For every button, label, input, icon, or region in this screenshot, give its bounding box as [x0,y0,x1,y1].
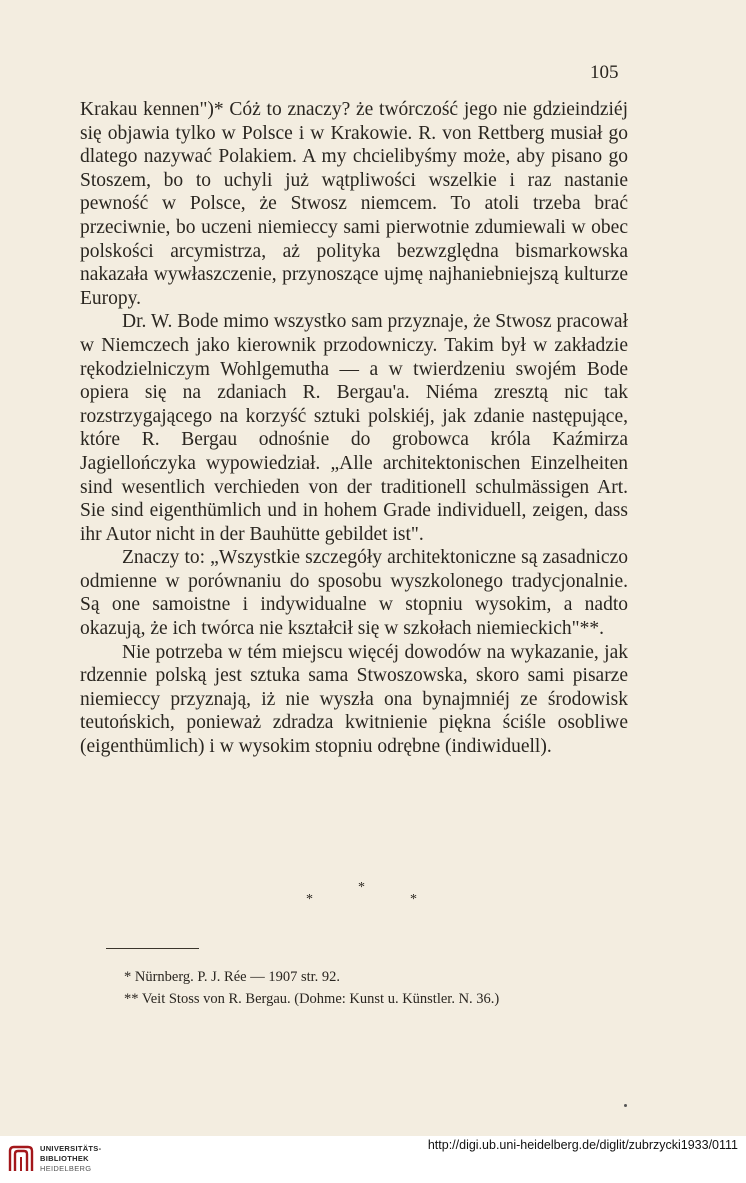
paragraph-2: Dr. W. Bode mimo wszystko sam przyznaje, że Stwosz pracował w Niemczech jako kierownik przodowniczy. Takim był w zakładzie rękodzielniczym Wohlgemutha — a w twierdzeniu swojém Bode opiera się na zdaniach R. Bergau'a. Niéma zresztą nic tak rozstrzygającego na korzyść sztuki polskiéj, jak zdanie następujące, które R. Bergau odnośnie do grobowca króla Kaźmirza Jagiellończyka wypowiedział. „Alle architektonischen Einzelheiten sind wesentlich verchieden von der traditionell schulmässigen Art. Sie sind eigenthümlich und in hohem Grade individuell, zeigen, dass ihr Autor nicht in der Bauhütte gebildet ist". [80,311,628,545]
logo-line-1: UNIVERSITÄTS- [40,1144,102,1153]
university-library-logo-text [40,1144,101,1174]
paragraph-3: Znaczy to: „Wszystkie szczegóły architektoniczne są zasadniczo odmienne w porównaniu do sposobu wyszkolonego tradycjonalnie. Są one samoistne i indywidualne w stopniu wysokim, a nadto okazują, że ich twórca nie kształcił się w szkołach niemieckich"**. [80,547,628,640]
permalink-url[interactable]: http://digi.ub.uni-heidelberg.de/diglit/zubrzycki1933/0111 [427,1138,738,1152]
separator-asterisk-left: * [306,892,313,907]
section-separator [296,880,436,910]
footnote-1: * Nürnberg. P. J. Rée — 1907 str. 92. [124,969,341,985]
page-number: 105 [590,62,619,83]
footnote-2: ** Veit Stoss von R. Bergau. (Dohme: Kunst u. Künstler. N. 36.) [124,991,500,1007]
logo-line-2: BIBLIOTHEK [40,1154,89,1163]
footer-bar [0,1136,746,1183]
paragraph-1: Krakau kennen")* Cóż to znaczy? że twórczość jego nie gdzieindziéj się objawia tylko w Polsce i w Krakowie. R. von Rettberg musiał go dlatego nazywać Polakiem. A my chcielibyśmy może, aby pisano go Stoszem, bo to uchyli już wątpliwości wszelkie i raz nastanie pewność w Polsce, że Stwosz niemcem. To atoli trzeba brać przeciwnie, bo uczeni niemieccy sami pierwotnie zdumiewali w obec polskości arcymistrza, aż polityka bezwzględna bismarkowska nakazała wywłaszczenie, przynoszące ujmę najhaniebniejszą kulturze Europy. [80,99,628,309]
separator-asterisk-top: * [358,880,365,895]
paragraph-4: Nie potrzeba w tém miejscu więcéj dowodów na wykazanie, jak rdzennie polską jest sztuka sama Stwoszowska, skoro sami pisarze niemieccy przyznają, iż nie wyszła ona bynajmniéj ze środowisk teutońskich, ponieważ zdradza kwitnienie piękna ściśle osobliwe (eigenthümlich) i w wysokim stopniu odrębne (indiwiduell). [80,641,628,758]
university-library-logo-icon [8,1145,34,1173]
logo-line-3: HEIDELBERG [40,1164,92,1173]
separator-asterisk-right: * [410,892,417,907]
footnote-rule [106,948,199,949]
footnotes [124,966,644,1010]
body-text [80,98,628,759]
speck [624,1104,627,1107]
